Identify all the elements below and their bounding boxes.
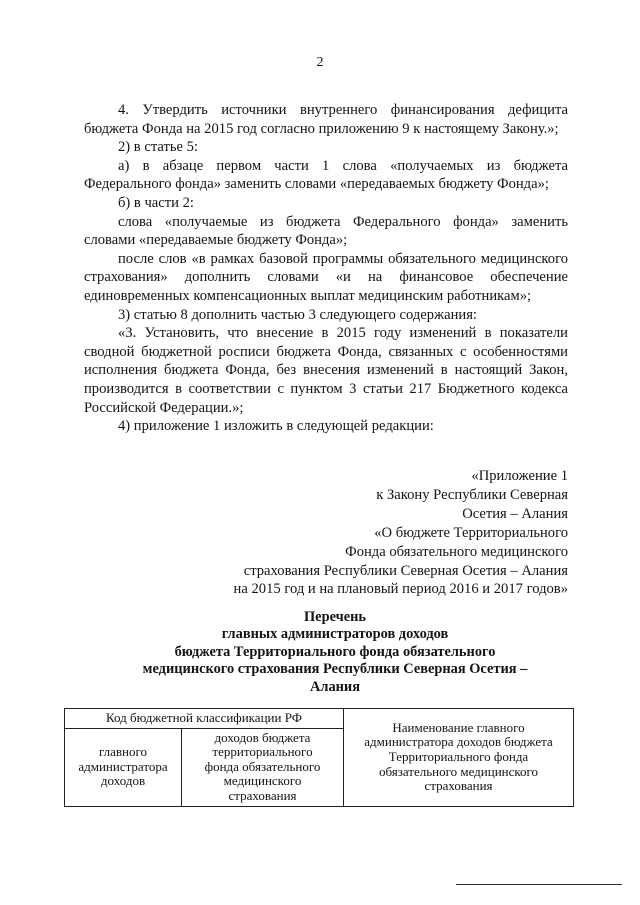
paragraph-quoted-part-3: «3. Установить, что внесение в 2015 году изменений в показатели сводной бюджетной росписи бюджета Фонда, связанных с особенностями исполнения бюджета Фонда, без внесения изменений в настоящий Закон, производится в соответствии с пунктом 3 статьи 217 Бюджетного кодекса Российской Федерации.»; (84, 325, 568, 416)
header-line: администратора (78, 758, 168, 774)
page-number: 2 (316, 55, 324, 70)
classification-table (64, 708, 574, 807)
appendix-line: Осетия – Алания (462, 505, 568, 522)
appendix-line: Фонда обязательного медицинского (345, 543, 568, 560)
header-line: территориального (212, 744, 313, 760)
header-line: медицинского (223, 773, 302, 789)
footer-divider (456, 884, 622, 885)
header-line: главного (98, 744, 148, 760)
header-line: страхования (228, 787, 297, 803)
heading-line: бюджета Территориального фонда обязательного (174, 643, 496, 660)
list-heading (120, 609, 550, 696)
table-header-row (65, 709, 574, 729)
budget-classification-code-header: Код бюджетной классификации РФ (65, 709, 344, 729)
appendix-reference (148, 467, 568, 599)
header-line: обязательного медицинского (378, 763, 539, 779)
paragraph-appendix-1: 4) приложение 1 изложить в следующей редакции: (118, 418, 434, 435)
appendix-line: к Закону Республики Северная (376, 486, 568, 503)
appendix-line: на 2015 год и на плановый период 2016 и 2017 годов» (233, 581, 568, 598)
chief-administrator-header (65, 728, 182, 806)
header-line: страхования (424, 778, 493, 794)
appendix-line: страхования Республики Северная Осетия – Алания (243, 562, 568, 579)
header-line: фонда обязательного (204, 758, 321, 774)
paragraph-article-8: 3) статью 8 дополнить частью 3 следующего содержания: (118, 306, 477, 323)
appendix-line: «О бюджете Территориального (374, 524, 568, 541)
body-text (84, 101, 568, 436)
header-line: Наименование главного (392, 719, 525, 735)
header-line: администратора доходов бюджета (364, 734, 553, 750)
paragraph-item-4: 4. Утвердить источники внутреннего финансирования дефицита бюджета Фонда на 2015 год согласно приложению 9 к настоящему Закону.»; (84, 102, 568, 137)
heading-line: медицинского страхования Республики Северная Осетия – (142, 661, 528, 678)
heading-line: главных администраторов доходов (221, 626, 449, 643)
fund-revenues-header (182, 728, 344, 806)
paragraph-subitem-a: а) в абзаце первом части 1 слова «получаемых из бюджета Федерального фонда» заменить словами «передаваемых бюджету Фонда»; (84, 157, 568, 193)
paragraph-article-5: 2) в статье 5: (118, 139, 198, 156)
heading-line: Алания (309, 678, 361, 695)
header-line: Территориального фонда (388, 748, 529, 764)
header-line: доходов (100, 773, 146, 789)
appendix-line: «Приложение 1 (471, 468, 568, 484)
administrator-name-header (344, 709, 574, 807)
paragraph-replace-words: слова «получаемые из бюджета Федерального фонда» заменить словами «передаваемые бюджету Фонда»; (84, 213, 568, 249)
header-line: доходов бюджета (214, 729, 311, 745)
paragraph-add-words: после слов «в рамках базовой программы обязательного медицинского страхования» дополнить словами «и на финансовое обеспечение единовременных компенсационных выплат медицинским работникам»; (84, 250, 568, 304)
heading-line: Перечень (303, 609, 367, 625)
paragraph-subitem-b: б) в части 2: (118, 194, 194, 211)
